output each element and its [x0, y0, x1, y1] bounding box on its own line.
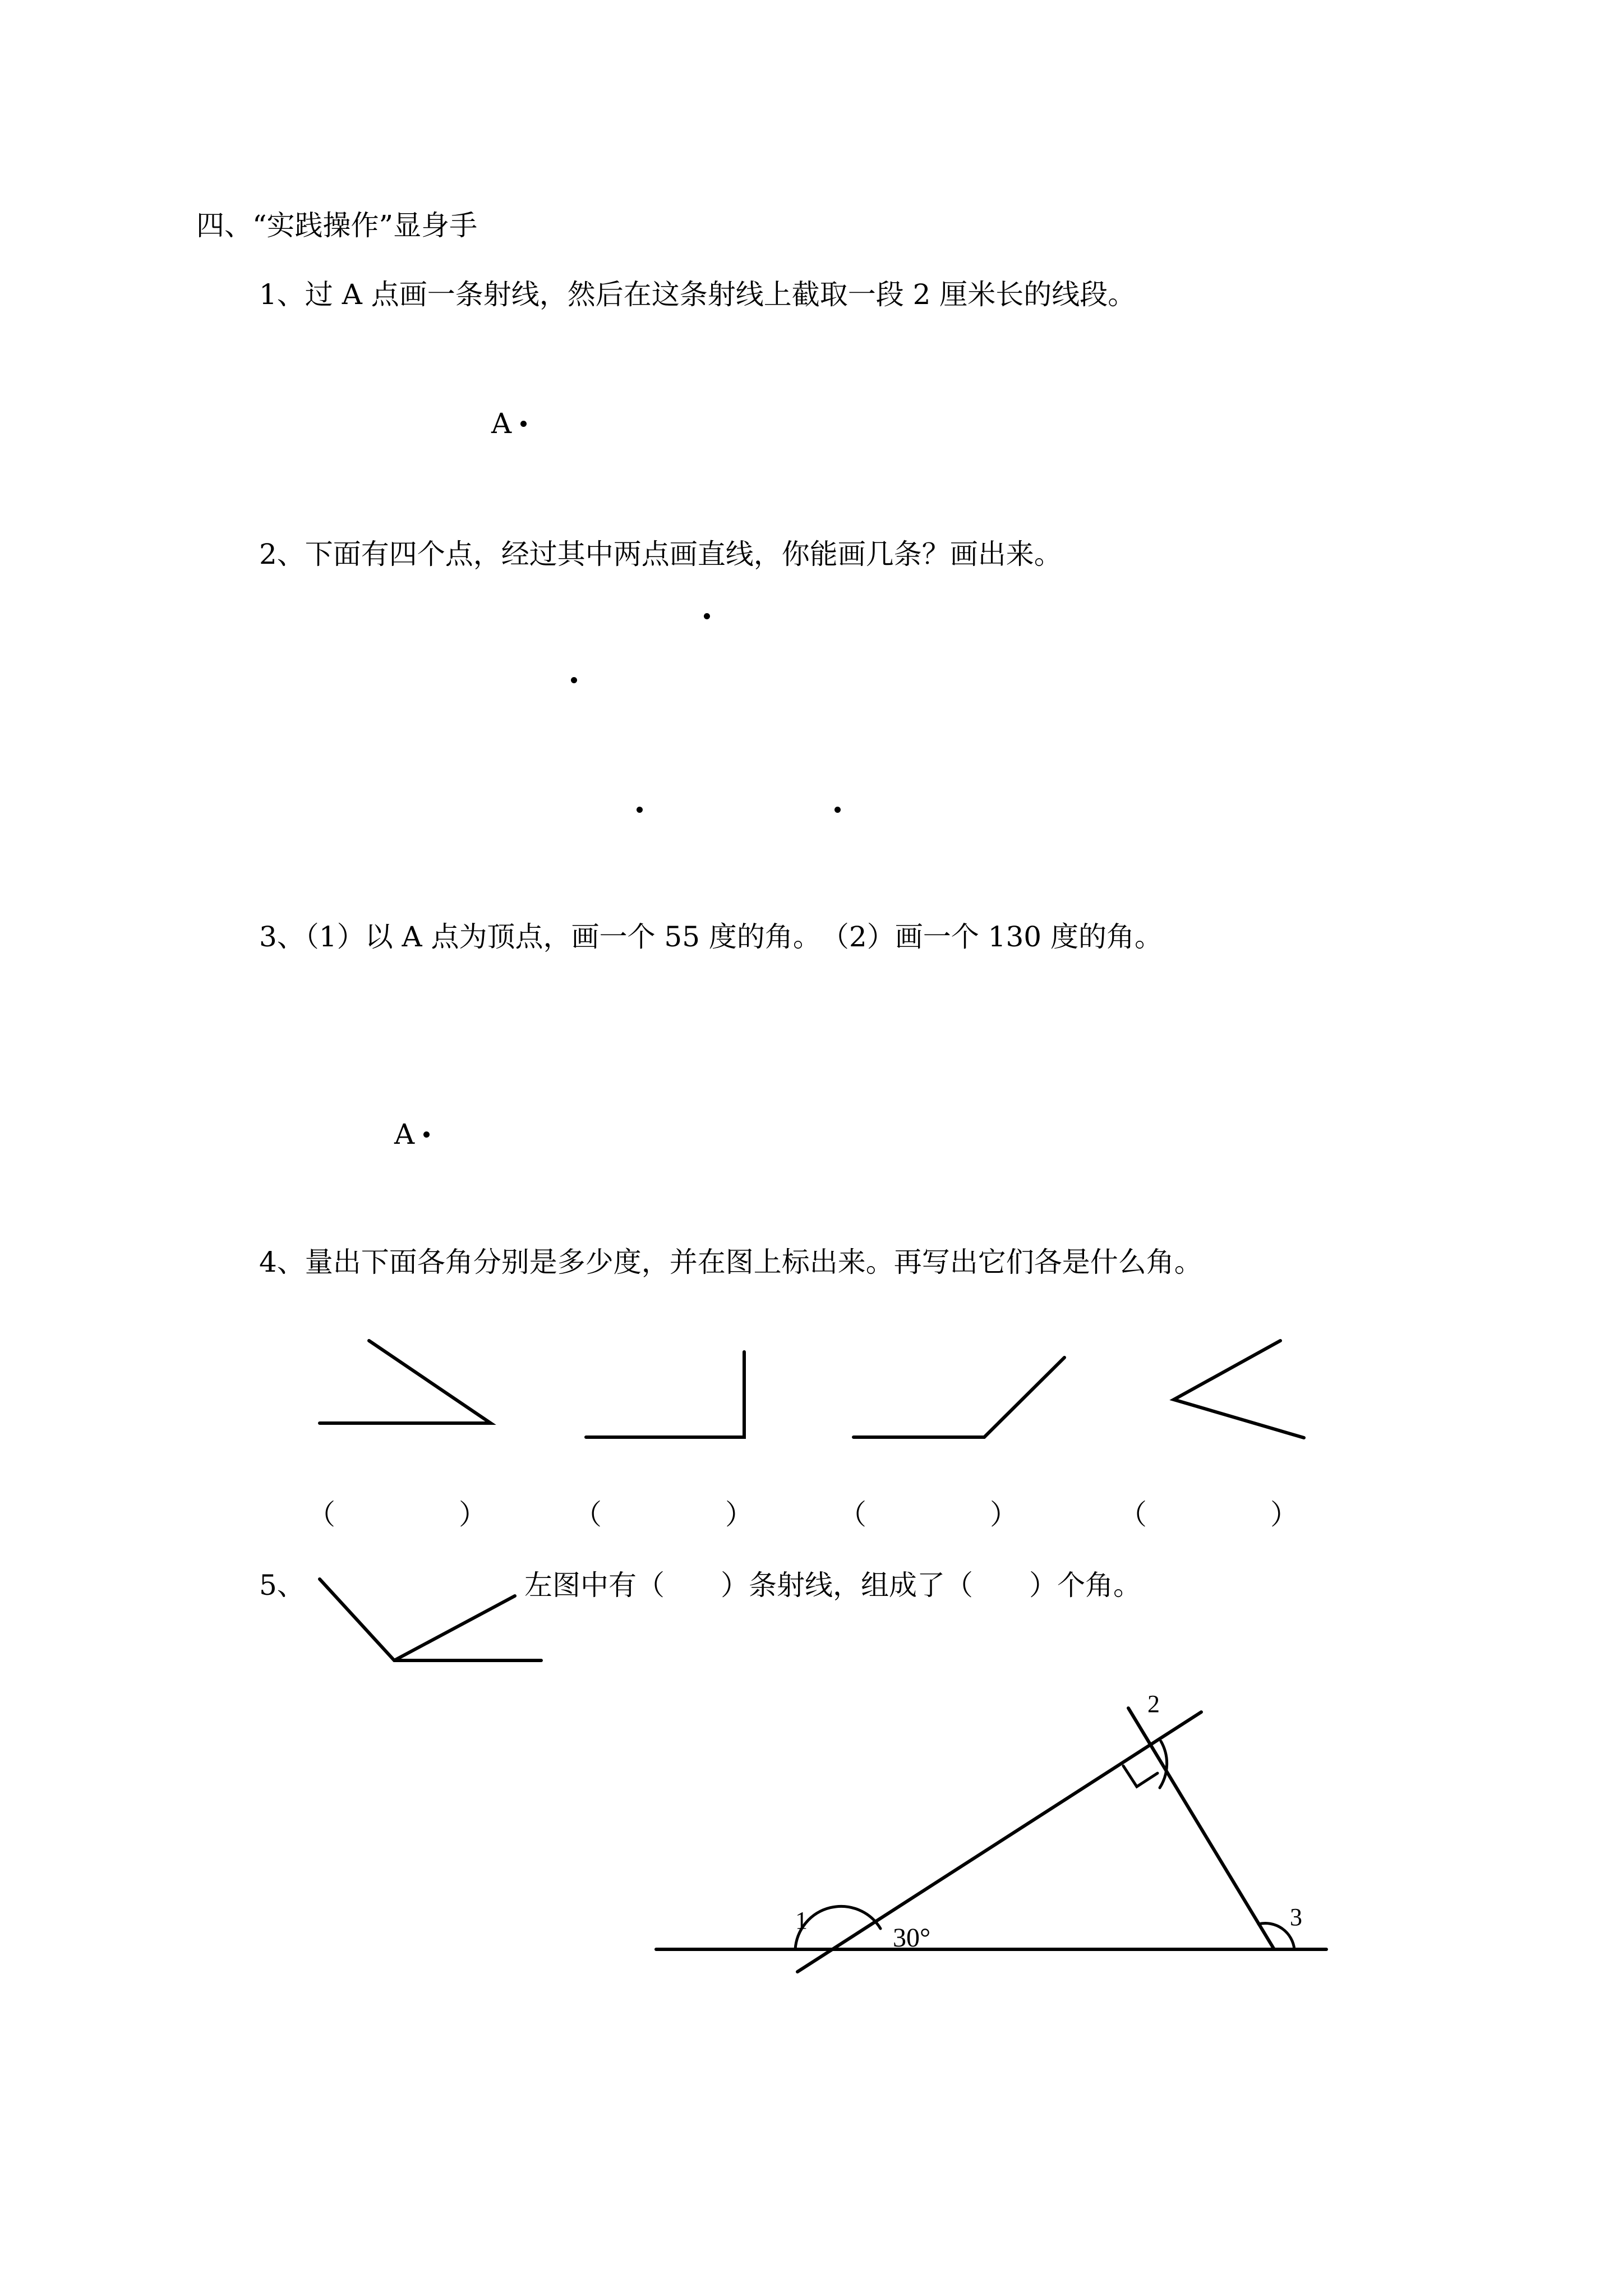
question-1-text: 1、过 A 点画一条射线，然后在这条射线上截取一段 2 厘米长的线段。	[259, 278, 1136, 311]
question-5-number: 5、	[259, 1569, 305, 1602]
question-5-text: 左图中有（ ）条射线，组成了（ ）个角。	[524, 1569, 1141, 1602]
label-3: 3	[1290, 1903, 1302, 1931]
question-4-text: 4、量出下面各角分别是多少度，并在图上标出来。再写出它们各是什么角。	[259, 1246, 1202, 1278]
open-paren: （	[574, 1498, 602, 1531]
label-1: 1	[795, 1907, 808, 1934]
question-2-text: 2、下面有四个点，经过其中两点画直线，你能画几条？画出来。	[259, 538, 1062, 570]
close-paren: ）	[725, 1498, 753, 1531]
open-paren: （	[307, 1498, 335, 1531]
close-paren: ）	[990, 1498, 1018, 1531]
section-title: 四、“实践操作”显身手	[196, 209, 478, 242]
angle-3-arc	[1258, 1924, 1294, 1949]
angle-30-label: 30°	[893, 1923, 931, 1953]
close-paren: ）	[459, 1498, 487, 1531]
slanted-line	[797, 1712, 1201, 1972]
question-3-text: 3、（1）以 A 点为顶点，画一个 55 度的角。 （2）画一个 130 度的角。	[259, 921, 1163, 953]
label-2: 2	[1147, 1690, 1160, 1718]
q3-point-a-label: A	[394, 1118, 415, 1151]
open-paren: （	[838, 1498, 866, 1531]
perpendicular-line	[1128, 1708, 1274, 1949]
open-paren: （	[1119, 1498, 1147, 1531]
right-angle-mark	[1123, 1766, 1158, 1787]
q1-point-a-label: A	[491, 407, 512, 440]
close-paren: ）	[1270, 1498, 1298, 1531]
